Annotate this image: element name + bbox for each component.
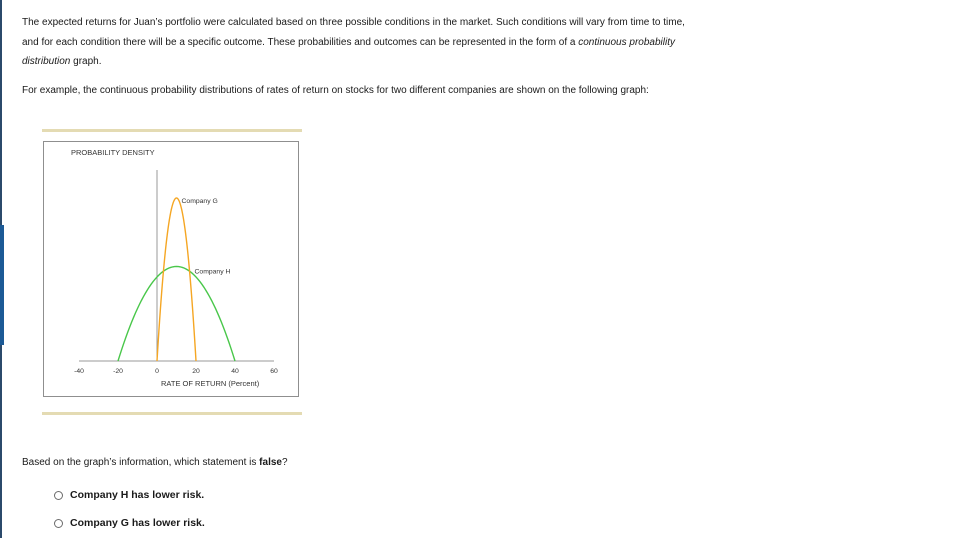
x-axis-ticks (74, 368, 278, 375)
intro-line-1: The expected returns for Juan’s portfolio were calculated based on three possible conditions in the market. Such conditions will vary from time to time, (22, 17, 685, 28)
distribution-chart (44, 142, 300, 398)
series-company-h-curve (118, 266, 235, 361)
chart-frame (43, 141, 299, 397)
intro-paragraph (22, 13, 922, 72)
figure-top-rule (42, 129, 302, 132)
y-axis-label: PROBABILITY DENSITY (71, 148, 155, 157)
intro-emphasis-2: distribution (22, 56, 71, 67)
x-tick-label: 0 (155, 368, 159, 375)
answer-option-label: Company H has lower risk. (70, 489, 205, 501)
question-emphasis: false (259, 457, 282, 468)
x-tick-label: -20 (113, 368, 123, 375)
answer-option-company-h[interactable] (54, 489, 204, 501)
radio-button[interactable] (54, 519, 63, 528)
answer-option-label: Company G has lower risk. (70, 517, 205, 529)
question-suffix: ? (281, 457, 288, 468)
intro-line-3: graph. (70, 56, 102, 67)
x-tick-label: 20 (192, 368, 200, 375)
question-text (22, 457, 288, 468)
series-company-g-label: Company G (181, 198, 218, 205)
figure-bottom-rule (42, 412, 302, 415)
x-tick-label: -40 (74, 368, 84, 375)
x-tick-label: 40 (231, 368, 239, 375)
series-company-h-label: Company H (194, 268, 231, 276)
intro-line-2: and for each condition there will be a specific outcome. These probabilities and outcomes can be represented in the form of a (22, 36, 579, 48)
page-left-accent (0, 225, 4, 345)
x-tick-label: 60 (270, 368, 278, 375)
radio-button[interactable] (54, 491, 63, 500)
example-paragraph: For example, the continuous probability distributions of rates of return on stocks for two different companies are shown on the following graph: (22, 85, 649, 96)
question-prefix: Based on the graph’s information, which statement is (22, 457, 260, 468)
x-axis-label: RATE OF RETURN (Percent) (161, 379, 260, 388)
series-company-g-curve (157, 198, 196, 361)
answer-option-company-g[interactable] (54, 517, 205, 529)
intro-emphasis-1: continuous probability (578, 36, 675, 48)
